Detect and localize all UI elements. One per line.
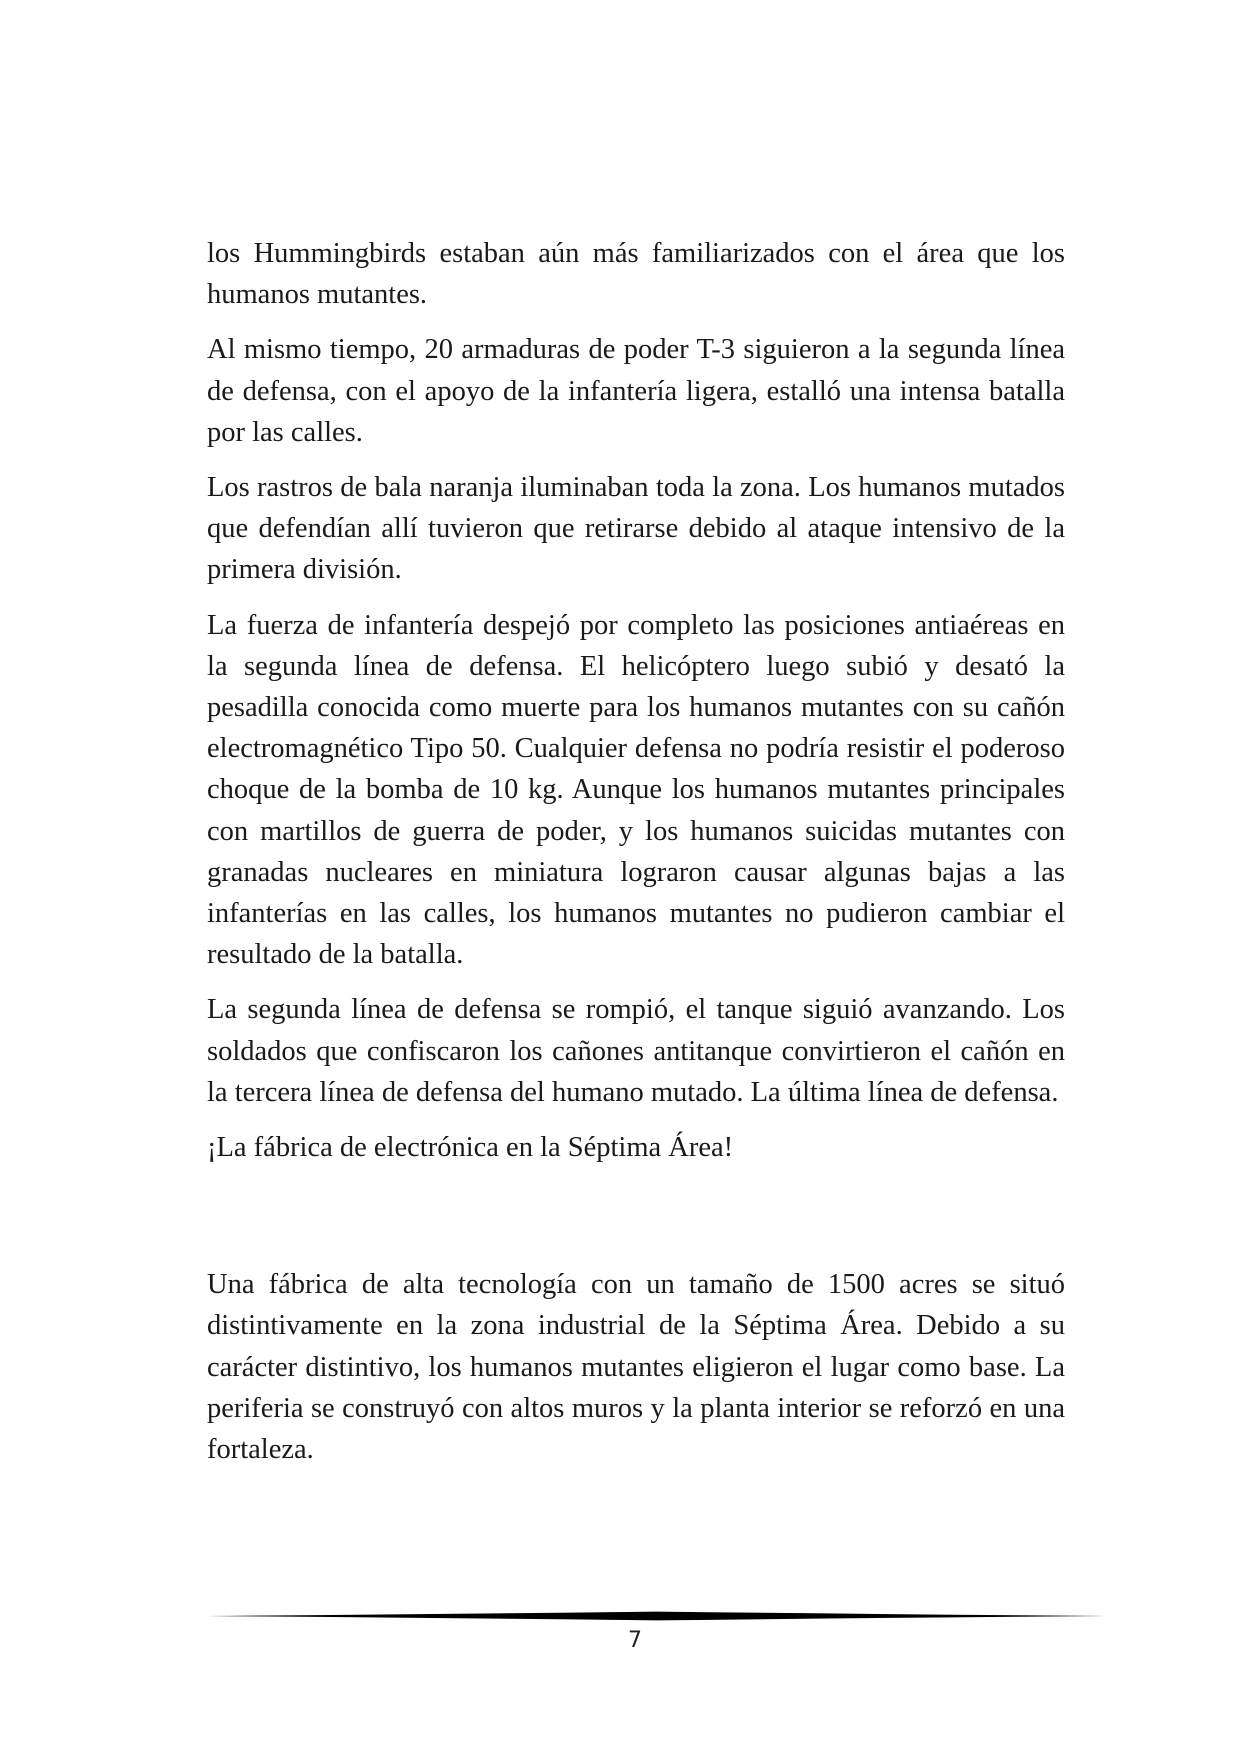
paragraph-7: Una fábrica de alta tecnología con un tamaño de 1500 acres se situó distintivamente en la zona industrial de la Séptima Área. Debido a su carácter distintivo, los humanos mutantes eligieron el lugar como base. La periferia se construyó con altos muros y la planta interior se reforzó en una fortaleza. [207, 1269, 1065, 1466]
body-text [207, 233, 1065, 1484]
paragraph-2: Al mismo tiempo, 20 armaduras de poder T-3 siguieron a la segunda línea de defensa, con el apoyo de la infantería ligera, estalló una intensa batalla por las calles. [207, 334, 1065, 448]
paragraph-5: La segunda línea de defensa se rompió, el tanque siguió avanzando. Los soldados que confiscaron los cañones antitanque convirtieron el cañón en la tercera línea de defensa del humano mutado. La última línea de defensa. [207, 994, 1065, 1108]
paragraph-3: Los rastros de bala naranja iluminaban toda la zona. Los humanos mutados que defendían allí tuvieron que retirarse debido al ataque intensivo de la primera división. [207, 472, 1065, 586]
page-number: 7 [628, 1628, 642, 1653]
paragraph-1: los Hummingbirds estaban aún más familiarizados con el área que los humanos mutantes. [207, 238, 1065, 311]
paragraph-4: La fuerza de infantería despejó por completo las posiciones antiaéreas en la segunda línea de defensa. El helicóptero luego subió y desató la pesadilla conocida como muerte para los humanos mutantes con su cañón electromagnético Tipo 50. Cualquier defensa no podría resistir el poderoso choque de la bomba de 10 kg. Aunque los humanos mutantes principales con martillos de guerra de poder, y los humanos suicidas mutantes con granadas nucleares en miniatura lograron causar algunas bajas a las infanterías en las calles, los humanos mutantes no pudieron cambiar el resultado de la batalla. [207, 609, 1065, 971]
section-heading: ¡La fábrica de electrónica en la Séptima Área! [207, 1132, 734, 1164]
footer-divider [207, 1609, 1107, 1623]
